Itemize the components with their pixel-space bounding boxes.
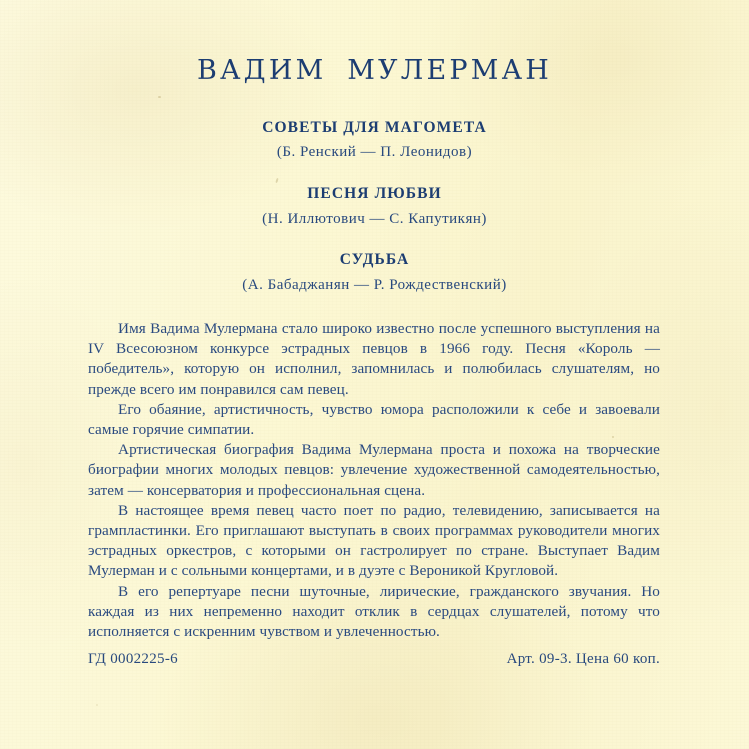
track-credits: (Б. Ренский — П. Леонидов) — [276, 144, 473, 161]
track-title: ПЕСНЯ ЛЮБВИ — [307, 185, 442, 203]
footer — [88, 651, 660, 668]
track-credits: (А. Бабаджанян — Р. Рождественский) — [242, 276, 507, 293]
catalog-number: ГД 0002225-6 — [88, 651, 178, 667]
liner-notes-paragraph: В настоящее время певец часто поет по радио, телевидению, записывается на грампластинки. Его приглашают выступать в своих программах руководители многих эстрадных оркестров, с которыми он гастролирует по стране. Выступает Вадим Мулерман и с сольными концертами, и в дуэте с Вероникой Кругловой. — [88, 501, 660, 580]
artist-name: ВАДИМ МУЛЕРМАН — [196, 55, 553, 86]
liner-notes-paragraph: Имя Вадима Мулермана стало широко известно после успешного выступления на IV Всесоюзном конкурсе эстрадных певцов в 1966 году. Песня «Король — победитель», которую он исполнил, запомнилась и полюбилась слушателям, но прежде всего им понравился сам певец. — [88, 320, 660, 398]
article-and-price: Арт. 09-3. Цена 60 коп. — [506, 651, 660, 667]
track-entry — [0, 118, 749, 162]
liner-notes — [88, 319, 660, 642]
track-title: СУДЬБА — [339, 251, 410, 269]
track-credits: (Н. Иллютович — С. Капутикян) — [262, 210, 487, 227]
track-entry — [0, 184, 749, 228]
tracklist — [0, 118, 749, 294]
track-title: СОВЕТЫ ДЛЯ МАГОМЕТА — [262, 119, 487, 136]
liner-notes-paragraph: В его репертуаре песни шуточные, лирические, гражданского звучания. Но каждая из них непременно находит отклик в сердцах слушателей, потому что исполняется с искренним чувством и увлеченностью. — [88, 582, 660, 641]
liner-notes-paragraph: Его обаяние, артистичность, чувство юмора расположили к себе и завоевали самые горячие симпатии. — [88, 400, 660, 439]
liner-notes-paragraph: Артистическая биография Вадима Мулермана проста и похожа на творческие биографии многих молодых певцов: увлечение художественной самодеятельностью, затем — консерватория и профессиональная сцена. — [88, 441, 660, 499]
track-entry — [0, 250, 749, 294]
